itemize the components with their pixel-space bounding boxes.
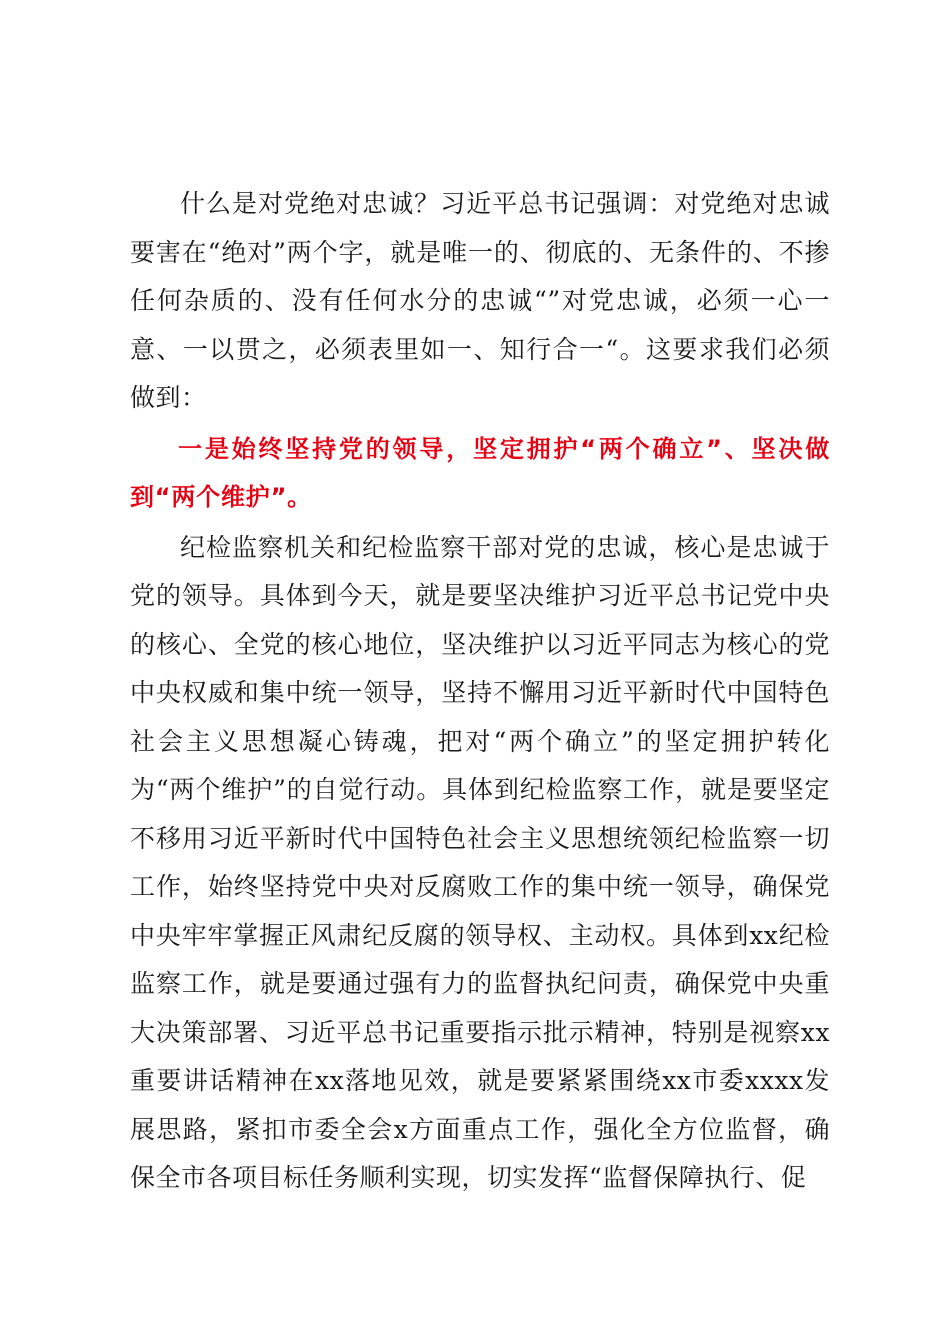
section-heading: 一是始终坚持党的领导，坚定拥护“两个确立”、坚决做到“两个维护”。 xyxy=(130,434,830,511)
paragraph-body: 纪检监察机关和纪检监察干部对党的忠诚，核心是忠诚于党的领导。具体到今天，就是要坚决维护习近平总书记党中央的核心、全党的核心地位，坚决维护以习近平同志为核心的党中央权威和集中统一领导，坚持不懈用习近平新时代中国特色社会主义思想凝心铸魂，把对“两个确立”的坚定拥护转化为“两个维护”的自觉行动。具体到纪检监察工作，就是要坚定不移用习近平新时代中国特色社会主义思想统领纪检监察一切工作，始终坚持党中央对反腐败工作的集中统一领导，确保党中央牢牢掌握正风肃纪反腐的领导权、主动权。具体到xx纪检监察工作，就是要通过强有力的监督执纪问责，确保党中央重大决策部署、习近平总书记重要指示批示精神，特别是视察xx重要讲话精神在xx落地见效，就是要紧紧围绕xx市委xxxx发展思路，紧扣市委全会x方面重点工作，强化全方位监督，确保全市各项目标任务顺利实现，切实发挥“监督保障执行、促 xyxy=(130,532,830,1192)
document-body xyxy=(130,180,830,1203)
paragraph-intro: 什么是对党绝对忠诚？习近平总书记强调：对党绝对忠诚要害在“绝对”两个字，就是唯一的、彻底的、无条件的、不掺任何杂质的、没有任何水分的忠诚“”对党忠诚，必须一心一意、一以贯之，必须表里如一、知行合一“。这要求我们必须做到： xyxy=(130,189,830,412)
